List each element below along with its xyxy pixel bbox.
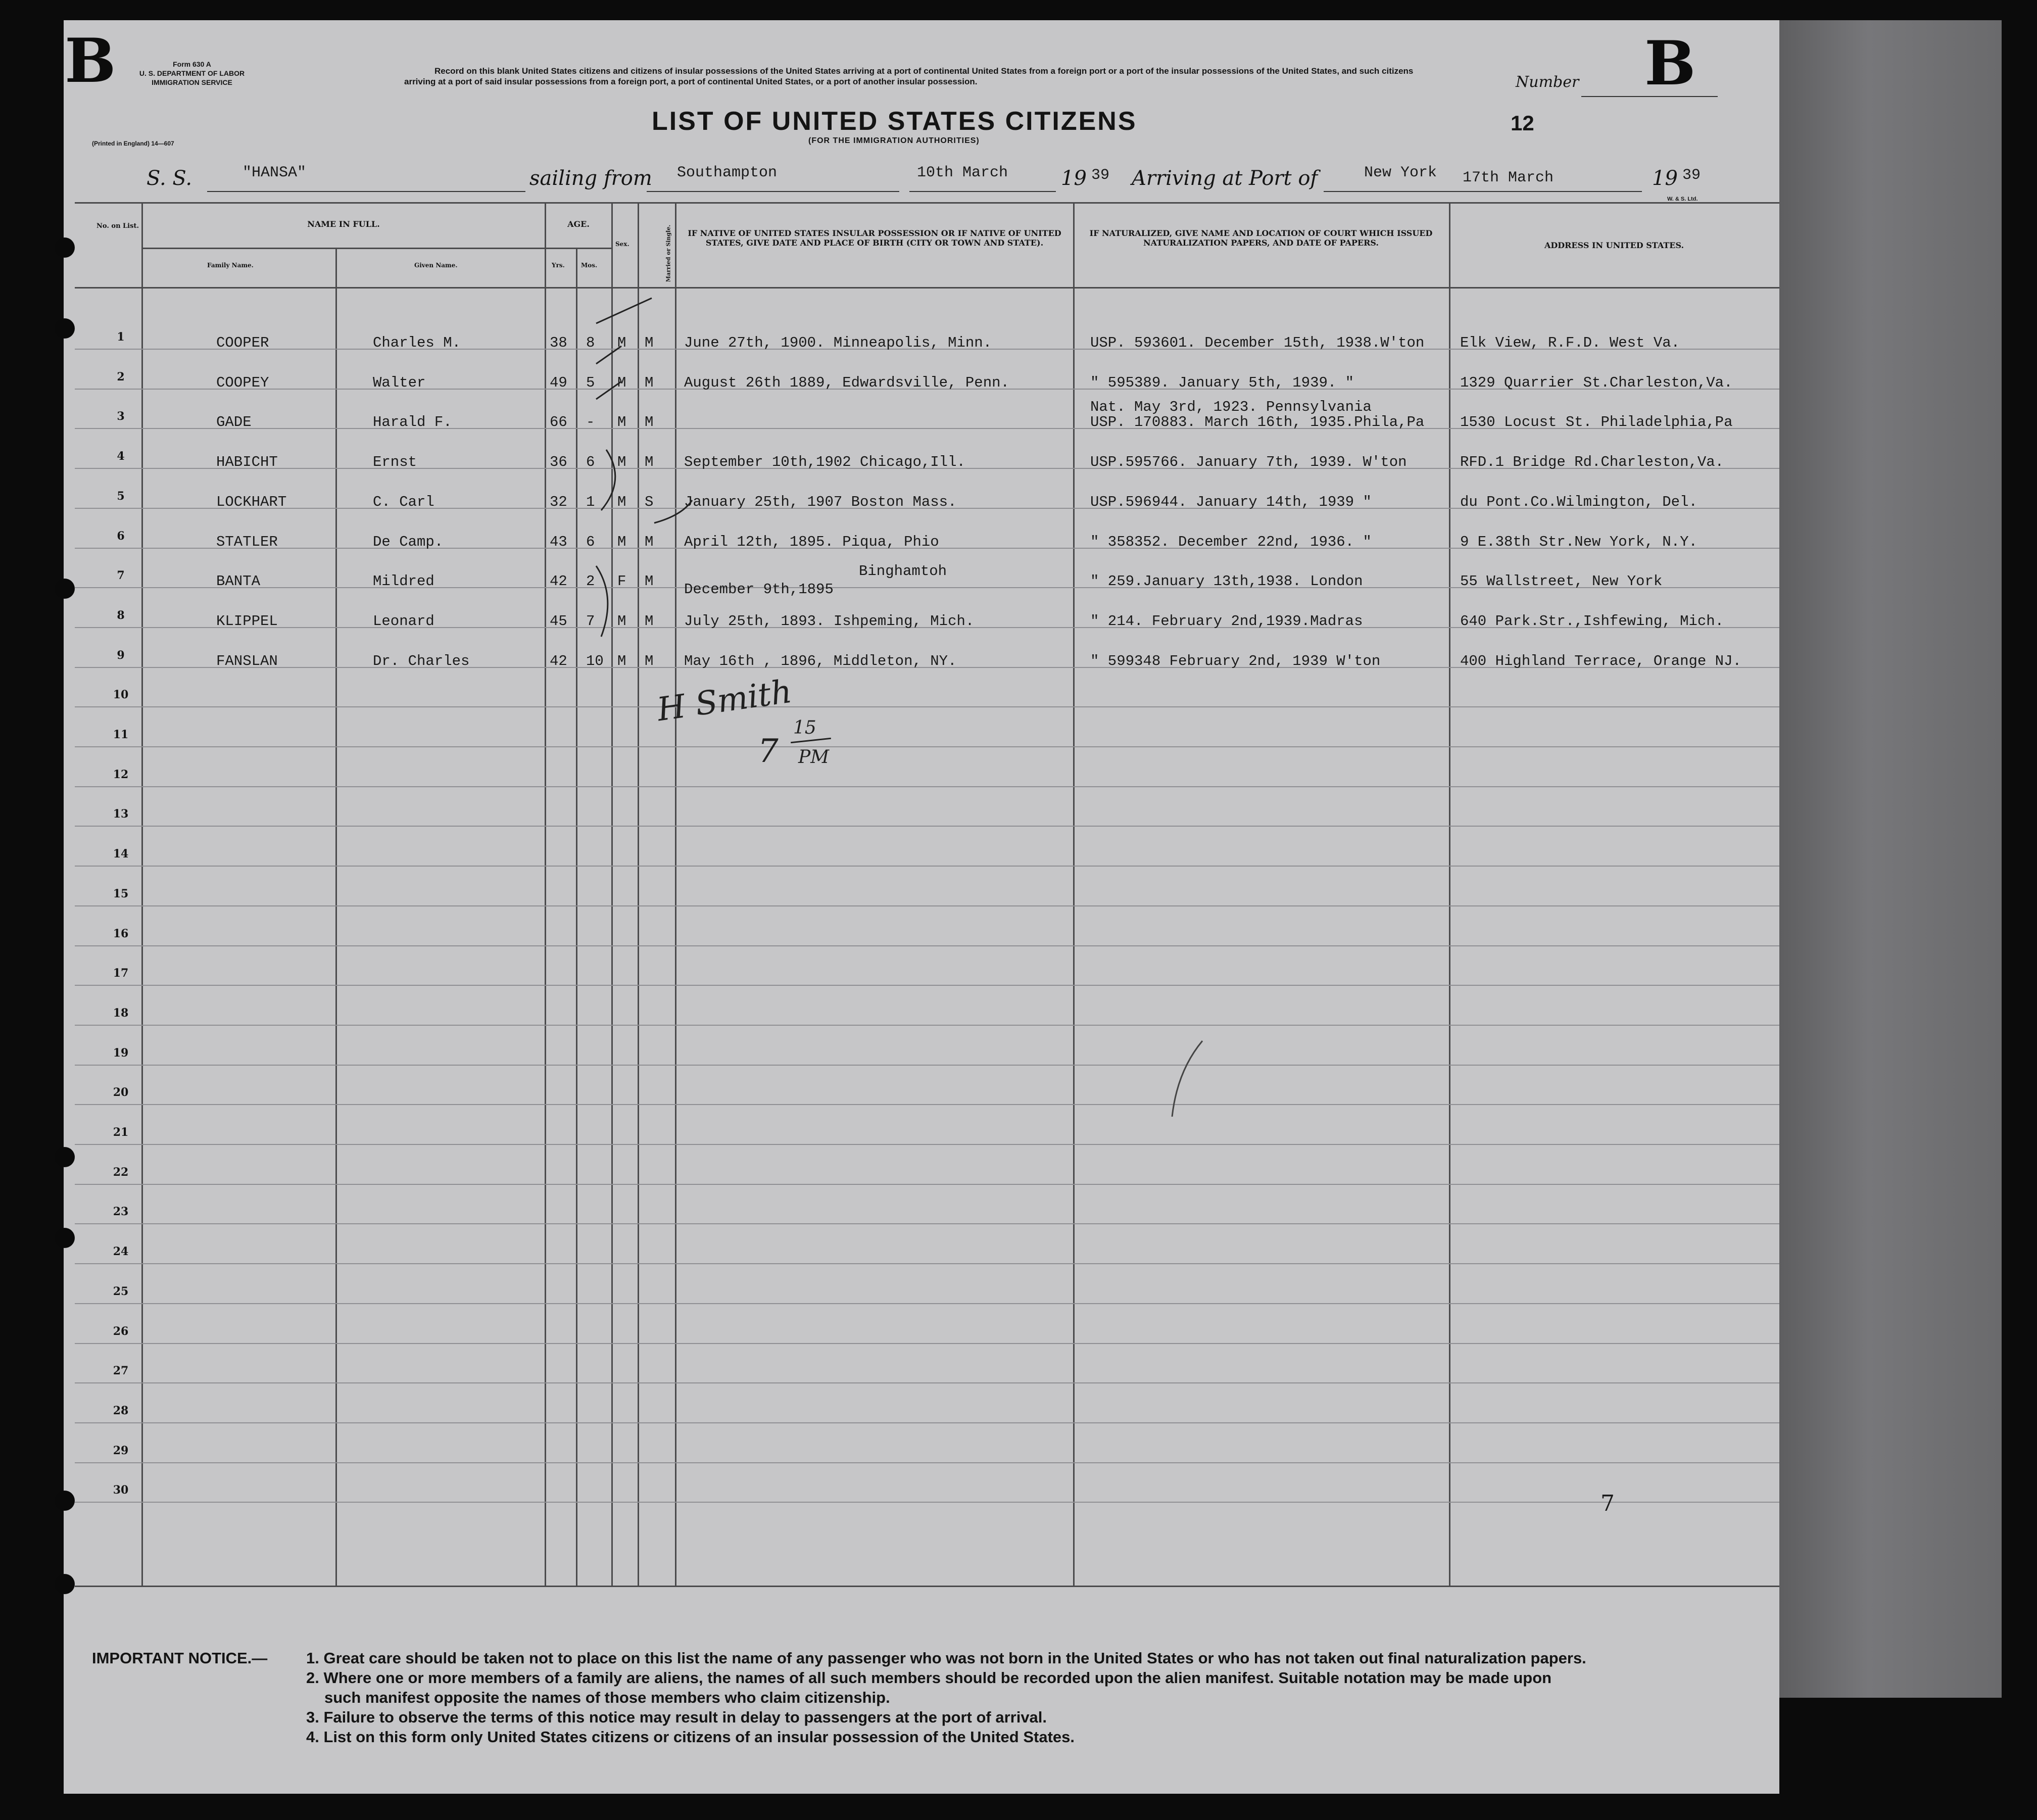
arrive-date: 17th March	[1463, 169, 1554, 186]
col-header-age: AGE.	[567, 219, 590, 229]
sex-cell: F	[617, 573, 626, 590]
row-rule	[75, 826, 1779, 827]
row-number: 1	[117, 330, 125, 344]
birth-cell: September 10th,1902 Chicago,Ill.	[684, 454, 965, 470]
number-value: B	[1644, 28, 1696, 99]
form-instructions: Record on this blank United States citizens and citizens of insular possessions of the United States arriving at a port of continental United States from a foreign port or a port of the insular possessions of the United States, and such citizens arriving at a port of said insular possessions from a foreign port, a port of continental United States, or a port of another insular possession.	[404, 66, 1414, 86]
family-name-cell: BANTA	[216, 573, 261, 590]
family-name-cell: HABICHT	[216, 454, 278, 470]
col-divider	[1073, 202, 1075, 1586]
notice-item: 4. List on this form only United States citizens or citizens of an insular possession of the United States.	[306, 1728, 1075, 1746]
table-bottom-border	[75, 1586, 1779, 1587]
row-number: 7	[117, 569, 125, 582]
sex-cell: M	[617, 414, 626, 430]
naturalization-cell: " 358352. December 22nd, 1936. "	[1090, 534, 1372, 550]
depart-underline	[909, 191, 1056, 192]
row-rule	[75, 706, 1779, 707]
notice-heading: IMPORTANT NOTICE.—	[92, 1649, 268, 1667]
age-years-cell: 66	[550, 414, 567, 430]
marital-status-cell: M	[645, 573, 654, 590]
naturalization-cell: USP. 170883. March 16th, 1935.Phila,Pa	[1090, 414, 1425, 430]
row-rule	[75, 866, 1779, 867]
marital-status-cell: M	[645, 534, 654, 550]
col-header-married: Married or Single.	[665, 224, 672, 282]
col-divider	[1449, 202, 1450, 1586]
row-number: 24	[113, 1245, 129, 1258]
age-years-cell: 49	[550, 374, 567, 391]
port-from-underline	[647, 191, 899, 192]
row-rule	[75, 1263, 1779, 1264]
col-header-name: NAME IN FULL.	[307, 219, 380, 229]
notice-item: 1. Great care should be taken not to place on this list the name of any passenger who was not born in the United States or who has not taken out final naturalization papers.	[306, 1649, 1586, 1667]
row-rule	[75, 1223, 1779, 1224]
birth-cell: June 27th, 1900. Minneapolis, Minn.	[684, 334, 992, 351]
age-years-cell: 42	[550, 653, 567, 669]
row-number: 26	[113, 1325, 129, 1338]
page-edge-shadow	[1779, 20, 2002, 1698]
address-cell: 55 Wallstreet, New York	[1460, 573, 1663, 590]
ship-name: "HANSA"	[243, 164, 307, 181]
row-number: 30	[113, 1483, 129, 1497]
row-number: 4	[117, 450, 125, 463]
col-header-yrs: Yrs.	[552, 262, 565, 269]
row-number: 6	[117, 530, 125, 543]
page-number: 12	[1511, 111, 1534, 135]
family-name-cell: GADE	[216, 414, 252, 430]
notice-item: such manifest opposite the names of those members who claim citizenship.	[324, 1689, 890, 1706]
row-rule	[75, 1343, 1779, 1344]
ss-label: S. S.	[147, 167, 192, 190]
col-divider	[675, 202, 676, 1586]
col-header-address: ADDRESS IN UNITED STATES.	[1544, 241, 1684, 250]
stray-pencil-mark	[1167, 1036, 1207, 1122]
row-rule	[75, 1462, 1779, 1463]
row-number: 11	[113, 728, 129, 741]
row-number: 10	[113, 688, 129, 701]
col-divider	[335, 248, 337, 1586]
married-check-mark	[652, 495, 697, 531]
address-cell: 400 Highland Terrace, Orange NJ.	[1460, 653, 1741, 669]
depart-date: 10th March	[917, 164, 1008, 181]
address-cell: du Pont.Co.Wilmington, Del.	[1460, 494, 1698, 510]
row-number: 13	[113, 807, 129, 821]
sex-cell: M	[617, 334, 626, 351]
naturalization-cell-extra: Nat. May 3rd, 1923. Pennsylvania	[1090, 399, 1372, 415]
age-years-cell: 43	[550, 534, 567, 550]
row-number: 19	[113, 1046, 129, 1060]
punch-hole	[55, 237, 75, 258]
birth-cell: January 25th, 1907 Boston Mass.	[684, 494, 957, 510]
ship-underline	[207, 191, 525, 192]
row-rule	[75, 945, 1779, 946]
naturalization-cell: USP.595766. January 7th, 1939. W'ton	[1090, 454, 1407, 470]
row-number: 20	[113, 1086, 129, 1099]
given-name-cell: Walter	[373, 374, 426, 391]
printed-note: (Printed in England) 14—607	[92, 140, 174, 147]
row-rule	[75, 1144, 1779, 1145]
name-age-subheader-line	[142, 248, 612, 249]
address-cell: 640 Park.Str.,Ishfewing, Mich.	[1460, 613, 1724, 630]
notice-item: 3. Failure to observe the terms of this notice may result in delay to passengers at the port of arrival.	[306, 1708, 1047, 1726]
marital-status-cell: M	[645, 454, 654, 470]
marital-status-cell: M	[645, 374, 654, 391]
col-divider	[576, 248, 577, 1586]
row-rule	[75, 746, 1779, 747]
birth-cell: May 16th , 1896, Middleton, NY.	[684, 653, 957, 669]
age-years-cell: 36	[550, 454, 567, 470]
family-name-cell: LOCKHART	[216, 494, 287, 510]
birth-cell: August 26th 1889, Edwardsville, Penn.	[684, 374, 1009, 391]
family-name-cell: COOPEY	[216, 374, 269, 391]
marital-status-cell: M	[645, 613, 654, 630]
row-number: 25	[113, 1285, 129, 1298]
number-label: Number	[1516, 73, 1579, 91]
row-rule	[75, 1025, 1779, 1026]
port-to: New York	[1364, 164, 1437, 181]
address-cell: 9 E.38th Str.New York, N.Y.	[1460, 534, 1698, 550]
age-check-marks	[586, 283, 662, 667]
punch-hole	[55, 579, 75, 599]
marital-status-cell: M	[645, 334, 654, 351]
family-name-cell: FANSLAN	[216, 653, 278, 669]
depart-year: 39	[1091, 167, 1110, 184]
age-months-cell: 1	[586, 494, 595, 510]
birth-cell: July 25th, 1893. Ishpeming, Mich.	[684, 613, 975, 630]
punch-hole	[55, 1574, 75, 1594]
family-name-cell: STATLER	[216, 534, 278, 550]
age-years-cell: 38	[550, 334, 567, 351]
handwritten-signature: H Smith	[655, 673, 794, 729]
age-months-cell: 10	[586, 653, 604, 669]
arrive-year-prefix: 19	[1652, 167, 1678, 190]
naturalization-cell: " 214. February 2nd,1939.Madras	[1090, 613, 1363, 630]
given-name-cell: Mildred	[373, 573, 434, 590]
form-info-line: IMMIGRATION SERVICE	[152, 78, 232, 86]
col-header-no: No. on List.	[96, 222, 139, 230]
row-number: 9	[117, 649, 125, 662]
given-name-cell: C. Carl	[373, 494, 434, 510]
naturalization-cell: " 599348 February 2nd, 1939 W'ton	[1090, 653, 1381, 669]
sex-cell: M	[617, 613, 626, 630]
given-name-cell: Charles M.	[373, 334, 461, 351]
printer-mark: W. & S. Ltd.	[1667, 196, 1698, 202]
row-number: 23	[113, 1205, 129, 1218]
age-months-cell: 6	[586, 454, 595, 470]
handwritten-time: 7	[758, 733, 779, 770]
marital-status-cell: M	[645, 414, 654, 430]
row-number: 17	[113, 967, 129, 980]
row-rule	[75, 1065, 1779, 1066]
row-rule	[75, 1303, 1779, 1304]
marital-status-cell: M	[645, 653, 654, 669]
col-header-sex: Sex.	[615, 241, 629, 248]
given-name-cell: Dr. Charles	[373, 653, 470, 669]
port-from: Southampton	[677, 164, 778, 181]
row-number: 15	[113, 887, 129, 900]
important-notice	[306, 1648, 1586, 1747]
age-months-cell: 2	[586, 573, 595, 590]
sailing-label: sailing from	[529, 167, 652, 190]
row-rule	[75, 1502, 1779, 1503]
given-name-cell: De Camp.	[373, 534, 444, 550]
row-rule	[75, 1422, 1779, 1423]
naturalization-cell: USP. 593601. December 15th, 1938.W'ton	[1090, 334, 1425, 351]
row-number: 14	[113, 847, 129, 860]
address-cell: Elk View, R.F.D. West Va.	[1460, 334, 1680, 351]
age-years-cell: 32	[550, 494, 567, 510]
address-cell: 1329 Quarrier St.Charleston,Va.	[1460, 374, 1733, 391]
sex-cell: M	[617, 494, 626, 510]
given-name-cell: Leonard	[373, 613, 434, 630]
row-number: 21	[113, 1126, 129, 1139]
depart-year-prefix: 19	[1061, 167, 1087, 190]
row-number: 2	[117, 370, 125, 384]
row-number: 18	[113, 1007, 129, 1020]
row-number: 22	[113, 1166, 129, 1179]
arriving-label: Arriving at Port of	[1132, 167, 1318, 190]
row-number: 27	[113, 1364, 129, 1377]
corner-letter-left: B	[65, 25, 116, 97]
address-cell: RFD.1 Bridge Rd.Charleston,Va.	[1460, 454, 1724, 470]
page-title: LIST OF UNITED STATES CITIZENS	[652, 107, 1137, 136]
col-header-given: Given Name.	[414, 262, 458, 269]
family-name-cell: COOPER	[216, 334, 269, 351]
col-header-naturalized: IF NATURALIZED, GIVE NAME AND LOCATION OF COURT WHICH ISSUED NATURALIZATION PAPERS, AND DATE OF PAPERS.	[1089, 228, 1433, 248]
sex-cell: M	[617, 454, 626, 470]
age-months-cell: -	[586, 414, 595, 430]
row-number: 16	[113, 927, 129, 940]
table-top-border	[75, 202, 1779, 204]
marital-status-cell: S	[645, 494, 654, 510]
row-number: 3	[117, 410, 125, 423]
col-header-family: Family Name.	[207, 262, 254, 269]
row-number: 28	[113, 1404, 129, 1417]
arrive-year: 39	[1682, 167, 1701, 184]
port-to-underline	[1324, 191, 1642, 192]
col-header-birth: IF NATIVE OF UNITED STATES INSULAR POSSESSION OR IF NATIVE OF UNITED STATES, GIVE DATE AND PLACE OF BIRTH (CITY OR TOWN AND STATE).	[688, 228, 1061, 248]
row-number: 12	[113, 768, 129, 781]
naturalization-cell: " 259.January 13th,1938. London	[1090, 573, 1363, 590]
handwritten-page-mark: 7	[1601, 1491, 1615, 1516]
row-rule	[75, 1104, 1779, 1105]
sex-cell: M	[617, 653, 626, 669]
form-info-line: U. S. DEPARTMENT OF LABOR	[139, 69, 245, 77]
notice-item: 2. Where one or more members of a family are aliens, the names of all such members should be recorded upon the alien manifest. Suitable notation may be made upon	[306, 1669, 1552, 1687]
col-divider	[545, 202, 546, 1586]
age-months-cell: 5	[586, 374, 595, 391]
punch-hole	[55, 318, 75, 339]
row-rule	[75, 786, 1779, 787]
given-name-cell: Harald F.	[373, 414, 452, 430]
row-number: 29	[113, 1444, 129, 1457]
row-rule	[75, 985, 1779, 986]
manifest-sheet	[64, 20, 1779, 1794]
table-header-border	[75, 287, 1779, 289]
age-years-cell: 45	[550, 613, 567, 630]
handwritten-time-bottom: PM	[798, 747, 830, 768]
address-cell: 1530 Locust St. Philadelphia,Pa	[1460, 414, 1733, 430]
form-info	[106, 60, 278, 87]
age-months-cell: 7	[586, 613, 595, 630]
age-months-cell: 8	[586, 334, 595, 351]
row-number: 5	[117, 490, 125, 503]
age-months-cell: 6	[586, 534, 595, 550]
family-name-cell: KLIPPEL	[216, 613, 278, 630]
row-rule	[75, 1382, 1779, 1383]
age-years-cell: 42	[550, 573, 567, 590]
form-info-line: Form 630 A	[173, 60, 211, 68]
sex-cell: M	[617, 374, 626, 391]
row-rule	[75, 1184, 1779, 1185]
punch-hole	[55, 1228, 75, 1248]
birth-cell-extra: Binghamtoh	[859, 563, 947, 580]
naturalization-cell: USP.596944. January 14th, 1939 "	[1090, 494, 1372, 510]
birth-cell: December 9th,1895	[684, 581, 834, 598]
punch-hole	[55, 1147, 75, 1167]
row-number: 8	[117, 609, 125, 622]
page-subtitle: (FOR THE IMMIGRATION AUTHORITIES)	[808, 136, 980, 145]
birth-cell: April 12th, 1895. Piqua, Phio	[684, 534, 939, 550]
punch-hole	[55, 1491, 75, 1511]
handwritten-time-top: 15	[793, 717, 816, 738]
sex-cell: M	[617, 534, 626, 550]
row-rule	[75, 905, 1779, 906]
col-header-mos: Mos.	[581, 262, 598, 269]
naturalization-cell: " 595389. January 5th, 1939. "	[1090, 374, 1354, 391]
given-name-cell: Ernst	[373, 454, 417, 470]
